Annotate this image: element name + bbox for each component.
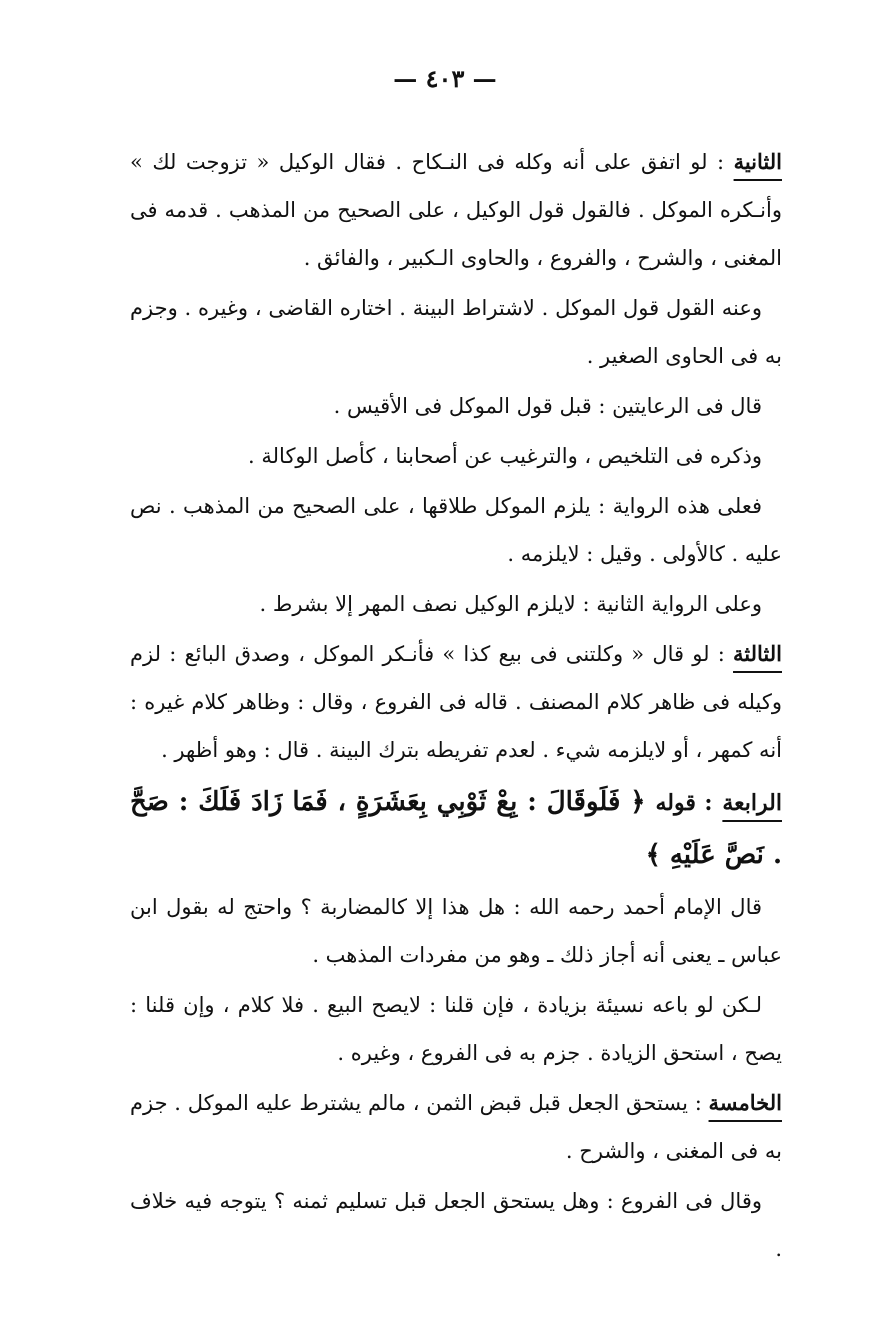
- paragraph-fourth-issue: [130, 776, 782, 881]
- paragraph-second-issue: [130, 138, 782, 282]
- section-lead-second: الثانية: [733, 149, 782, 174]
- body-text: [130, 138, 782, 1273]
- paragraph-third-issue: [130, 630, 782, 774]
- paragraph-text: : لو اتفق على أنه وكله فى النـكاح . فقال الوكيل « تزوجت لك » وأنـكره الموكل . فالقول قول الوكيل ، على الصحيح من المذهب . قدمه فى المغنى ، والشرح ، والفروع ، والحاوى الـكبير ، والفائق .: [130, 150, 782, 270]
- page-number: — ٤٠٣ —: [393, 64, 497, 93]
- paragraph-text: وعنه القول قول الموكل . لاشتراط البينة . اختاره القاضى ، وغيره . وجزم به فى الحاوى الصغير .: [130, 296, 782, 368]
- paragraph-text: : يستحق الجعل قبل قبض الثمن ، مالم يشترط عليه الموكل . جزم به فى المغنى ، والشرح .: [130, 1091, 782, 1163]
- quoted-text: ﴿ فَلَوقَالَ : بِعْ ثَوْبِي بِعَشَرَةٍ ، فَمَا زَادَ فَلَكَ : صَحَّ . نَصَّ عَلَيْهِ ﴾: [130, 787, 782, 870]
- quote-intro: : قوله: [655, 790, 713, 816]
- paragraph: [130, 382, 782, 430]
- section-lead-fifth: الخامسة: [708, 1090, 782, 1115]
- paragraph-text: لـكن لو باعه نسيئة بزيادة ، فإن قلنا : لايصح البيع . فلا كلام ، وإن قلنا : يصح ، استحق الزيادة . جزم به فى الفروع ، وغيره .: [130, 993, 782, 1065]
- paragraph-text: فعلى هذه الرواية : يلزم الموكل طلاقها ، على الصحيح من المذهب . نص عليه . كالأولى . وقيل : لايلزمه .: [130, 494, 782, 566]
- paragraph-text: وذكره فى التلخيص ، والترغيب عن أصحابنا ، كأصل الوكالة .: [248, 444, 762, 468]
- paragraph-fifth-issue: [130, 1079, 782, 1175]
- paragraph: [130, 580, 782, 628]
- paragraph-text: وعلى الرواية الثانية : لايلزم الوكيل نصف المهر إلا بشرط .: [259, 592, 762, 616]
- paragraph: [130, 432, 782, 480]
- paragraph: [130, 1177, 782, 1273]
- section-lead-fourth: الرابعة: [722, 790, 782, 816]
- paragraph: [130, 284, 782, 380]
- paragraph-text: قال الإمام أحمد رحمه الله : هل هذا إلا كالمضاربة ؟ واحتج له بقول ابن عباس ـ يعنى أنه أجاز ذلك ـ وهو من مفردات المذهب .: [130, 895, 782, 967]
- paragraph: [130, 981, 782, 1077]
- paragraph-text: قال فى الرعايتين : قبل قول الموكل فى الأقيس .: [333, 394, 762, 418]
- paragraph: [130, 883, 782, 979]
- paragraph-text: : لو قال « وكلتنى فى بيع كذا » فأنـكر الموكل ، وصدق البائع : لزم وكيله فى ظاهر كلام المصنف . قاله فى الفروع ، وقال : وظاهر كلام غيره : أنه كمهر ، أو لايلزمه شيء . لعدم تفريطه بترك البينة . قال : وهو أظهر .: [130, 642, 782, 762]
- paragraph: [130, 482, 782, 578]
- paragraph-text: وقال فى الفروع : وهل يستحق الجعل قبل تسليم ثمنه ؟ يتوجه فيه خلاف .: [130, 1189, 782, 1261]
- section-lead-third: الثالثة: [733, 641, 782, 666]
